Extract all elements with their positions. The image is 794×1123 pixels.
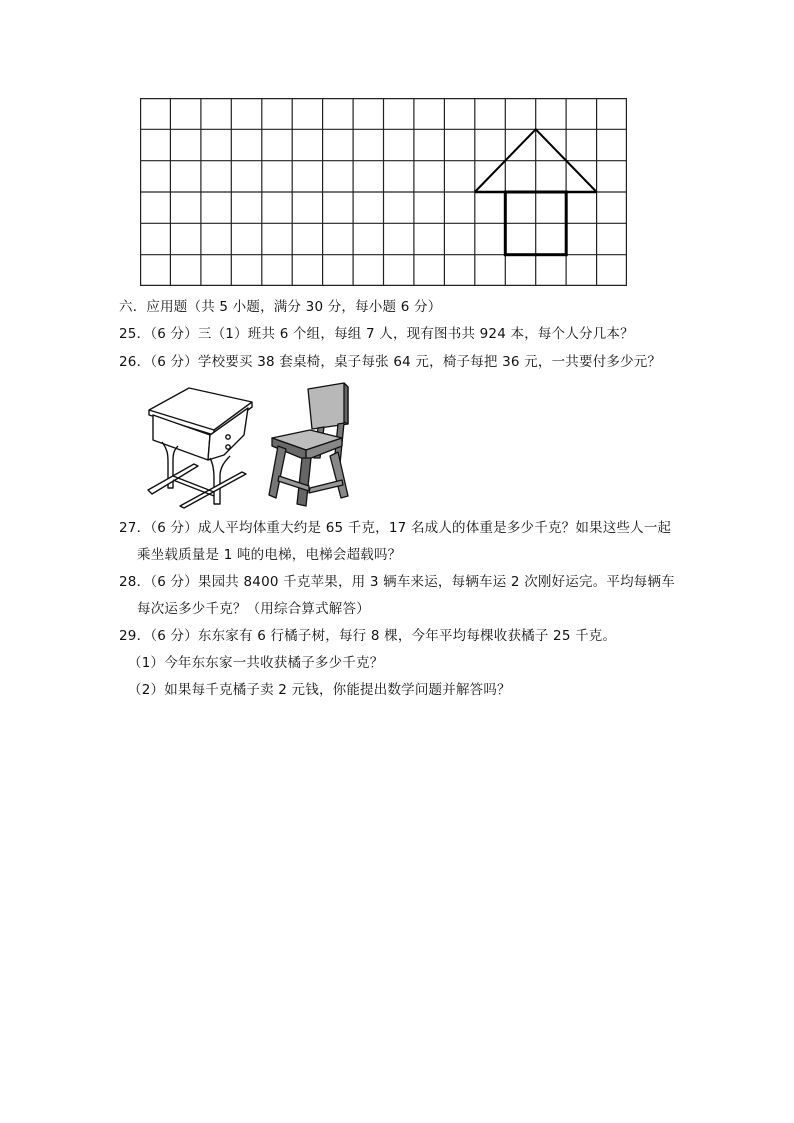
chair-icon — [269, 383, 348, 506]
drawing-grid — [140, 98, 627, 286]
question-26: 26．（6 分）学校要买 38 套桌椅，桌子每张 64 元，椅子每把 36 元，一共要付多少元？ — [119, 354, 662, 370]
question-29: 29．（6 分）东东家有 6 行橘子树，每行 8 棵，今年平均每棵收获橘子 25 千克。 — [119, 628, 617, 644]
desk-chair-figure — [144, 380, 356, 510]
question-27-line-2: 乘坐载质量是 1 吨的电梯，电梯会超载吗？ — [137, 547, 402, 563]
question-27-line-1: 27．（6 分）成人平均体重大约是 65 千克，17 名成人的体重是多少千克？如果这些人一起 — [119, 520, 672, 536]
question-29-sub-1: （1）今年东东家一共收获橘子多少千克？ — [128, 655, 384, 671]
question-25: 25．（6 分）三（1）班共 6 个组，每组 7 人，现有图书共 924 本，每个人分几本？ — [119, 326, 634, 342]
question-29-sub-2: （2）如果每千克橘子卖 2 元钱，你能提出数学问题并解答吗？ — [128, 682, 511, 698]
desk-icon — [148, 388, 252, 508]
grid-with-house-figure — [140, 98, 627, 286]
question-28-line-1: 28．（6 分）果园共 8400 千克苹果，用 3 辆车来运，每辆车运 2 次刚好运完。平均每辆车 — [119, 574, 675, 590]
question-28-line-2: 每次运多少千克？（用综合算式解答） — [137, 601, 370, 617]
section-title: 六．应用题（共 5 小题，满分 30 分，每小题 6 分） — [119, 299, 442, 315]
